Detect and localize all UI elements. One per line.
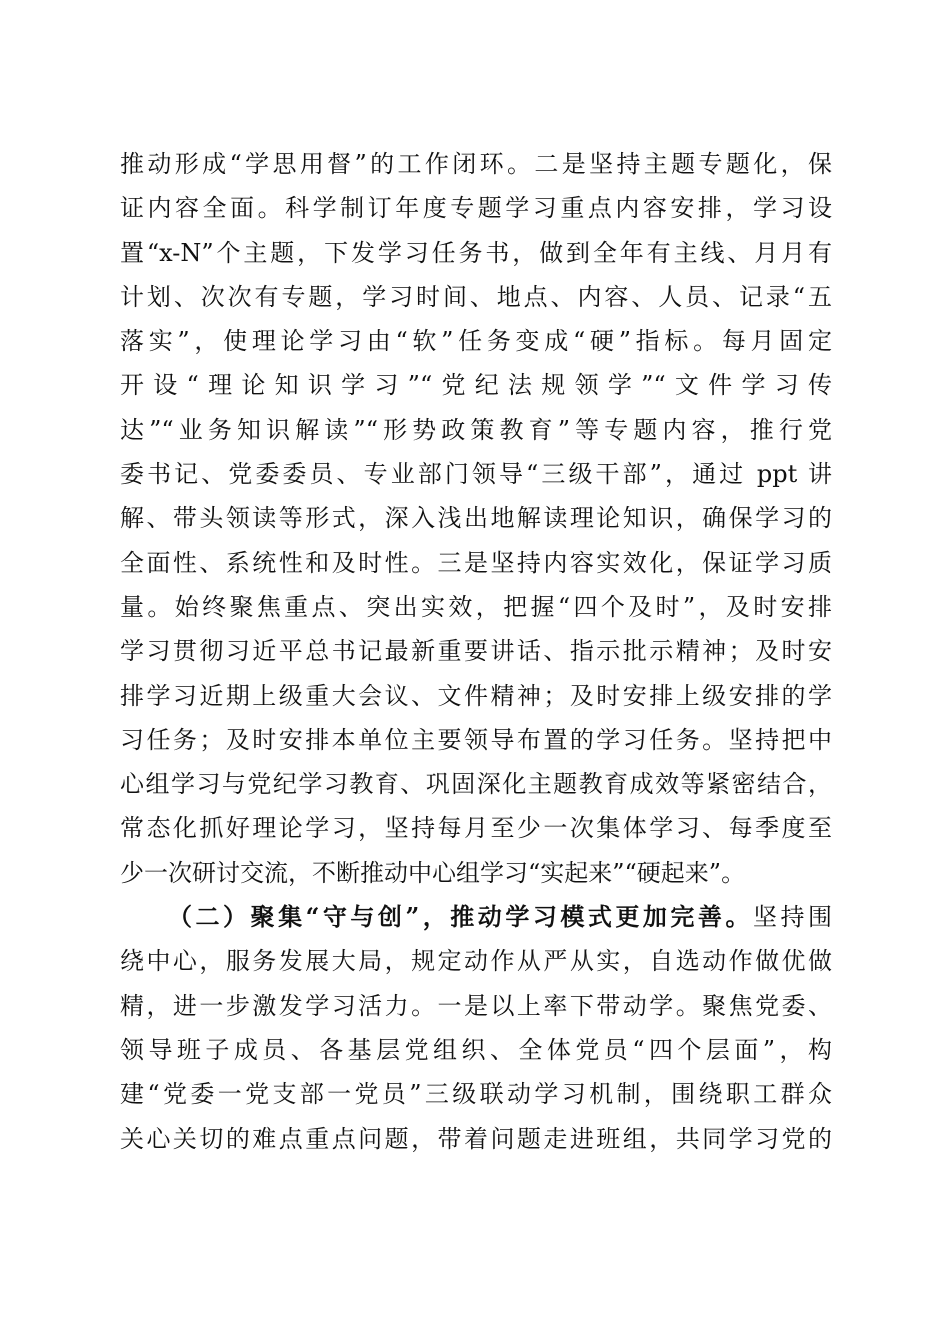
text-line: 推动形成“学思用督”的工作闭环。二是坚持主题专题化，保: [120, 150, 832, 178]
body-text: [120, 142, 832, 1161]
text-line: 习任务；及时安排本单位主要领导布置的学习任务。坚持把中: [120, 725, 832, 754]
text-line: 解、带头领读等形式，深入浅出地解读理论知识，确保学习的: [120, 504, 832, 533]
text-line: 达”“业务知识解读”“形势政策教育”等专题内容，推行党: [120, 415, 832, 444]
text-line: 委书记、党委委员、专业部门领导“三级干部”，通过 ppt 讲: [120, 460, 832, 489]
text-line: 证内容全面。科学制订年度专题学习重点内容安排，学习设: [120, 194, 832, 223]
text-line: 常态化抓好理论学习，坚持每月至少一次集体学习、每季度至: [120, 814, 832, 843]
text-line: 开设“理论知识学习”“党纪法规领学”“文件学习传: [120, 371, 832, 400]
text-line: 排学习近期上级重大会议、文件精神；及时安排上级安排的学: [120, 681, 832, 710]
section-heading: （二）聚集“守与创”，推动学习模式更加完善。: [168, 902, 753, 932]
text-line: 落实”，使理论学习由“软”任务变成“硬”指标。每月固定: [120, 327, 832, 356]
text-line: 少一次研讨交流，不断推动中心组学习“实起来”“硬起来”。: [120, 858, 746, 887]
text-line: 量。始终聚焦重点、突出实效，把握“四个及时”，及时安排: [120, 592, 832, 621]
text-line: 全面性、系统性和及时性。三是坚持内容实效化，保证学习质: [120, 548, 832, 577]
text-line: 置“x-N”个主题，下发学习任务书，做到全年有主线、月月有: [120, 238, 832, 267]
text-line: 关心关切的难点重点问题，带着问题走进班组，共同学习党的: [120, 1124, 832, 1153]
text-line: 绕中心，服务发展大局，规定动作从严从实，自选动作做优做: [120, 947, 832, 976]
section-heading-line: [120, 895, 832, 939]
text-line: 建“党委一党支部一党员”三级联动学习机制，围绕职工群众: [120, 1080, 832, 1109]
text-line: 学习贯彻习近平总书记最新重要讲话、指示批示精神；及时安: [120, 637, 832, 666]
text-line: 心组学习与党纪学习教育、巩固深化主题教育成效等紧密结合，: [120, 770, 832, 799]
text-line: 计划、次次有专题，学习时间、地点、内容、人员、记录“五: [120, 282, 832, 311]
text-line: 精，进一步激发学习活力。一是以上率下带动学。聚焦党委、: [120, 991, 832, 1020]
text-line: 领导班子成员、各基层党组织、全体党员“四个层面”，构: [120, 1035, 832, 1064]
heading-line-rest: 坚持围: [752, 903, 833, 932]
